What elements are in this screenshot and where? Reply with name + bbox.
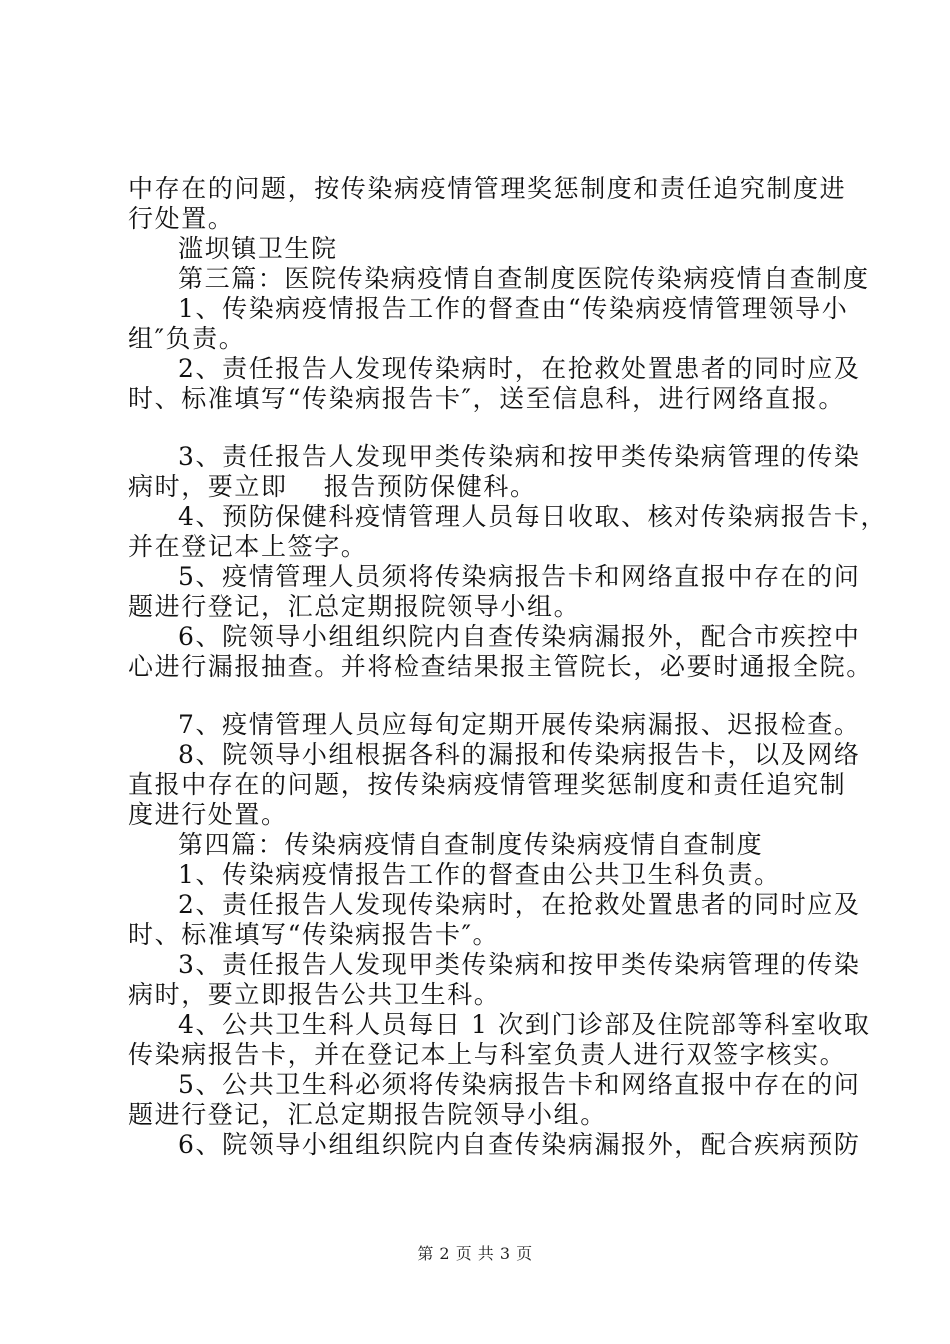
text-line: 1、传染病疫情报告工作的督查由“传染病疫情管理领导小 — [178, 294, 849, 323]
text-line: 7、疫情管理人员应每旬定期开展传染病漏报、迟报检查。 — [178, 710, 861, 739]
text-line: 4、预防保健科疫情管理人员每日收取、核对传染病报告卡， — [178, 502, 888, 531]
text-line: 6、院领导小组组织院内自查传染病漏报外，配合市疾控中 — [178, 622, 861, 651]
text-line: 题进行登记，汇总定期报院领导小组。 — [128, 592, 581, 621]
text-line: 题进行登记，汇总定期报告院领导小组。 — [128, 1100, 607, 1129]
text-line: 4、公共卫生科人员每日 1 次到门诊部及住院部等科室收取 — [178, 1010, 871, 1039]
paragraph-gap — [128, 682, 840, 710]
text-line: 病时，要立即报告公共卫生科。 — [128, 980, 501, 1009]
text-line: 8、院领导小组根据各科的漏报和传染病报告卡，以及网络 — [178, 740, 861, 769]
text-line: 直报中存在的问题，按传染病疫情管理奖惩制度和责任追究制 — [128, 770, 847, 799]
text-line: 传染病报告卡，并在登记本上与科室负责人进行双签字核实。 — [128, 1040, 847, 1069]
text-line: 时、标准填写“传染病报告卡″，送至信息科，进行网络直报。 — [128, 384, 845, 413]
section-heading-3: 第三篇：医院传染病疫情自查制度医院传染病疫情自查制度 — [178, 264, 870, 293]
document-body — [128, 174, 888, 1160]
text-line: 1、传染病疫情报告工作的督查由公共卫生科负责。 — [178, 860, 781, 889]
text-line: 6、院领导小组组织院内自查传染病漏报外，配合疾病预防 — [178, 1130, 861, 1159]
text-line: 3、责任报告人发现甲类传染病和按甲类传染病管理的传染 — [178, 442, 861, 471]
text-line: 3、责任报告人发现甲类传染病和按甲类传染病管理的传染 — [178, 950, 861, 979]
text-line: 2、责任报告人发现传染病时，在抢救处置患者的同时应及 — [178, 890, 861, 919]
signature-line: 滥坝镇卫生院 — [178, 234, 338, 263]
page-number-footer: 第 2 页 共 3 页 — [417, 1244, 533, 1263]
text-line: 中存在的问题，按传染病疫情管理奖惩制度和责任追究制度进 — [128, 174, 847, 203]
paragraph-gap — [128, 414, 840, 442]
section-heading-4: 第四篇：传染病疫情自查制度传染病疫情自查制度 — [178, 830, 764, 859]
text-line: 2、责任报告人发现传染病时，在抢救处置患者的同时应及 — [178, 354, 861, 383]
text-line: 5、公共卫生科必须将传染病报告卡和网络直报中存在的问 — [178, 1070, 861, 1099]
text-line: 组″负责。 — [128, 324, 246, 353]
text-line: 行处置。 — [128, 204, 235, 233]
text-line: 并在登记本上签字。 — [128, 532, 368, 561]
text-line: 度进行处置。 — [128, 800, 288, 829]
text-line: 时、标准填写“传染病报告卡″。 — [128, 920, 500, 949]
text-line: 病时，要立即 报告预防保健科。 — [128, 472, 537, 501]
text-line: 5、疫情管理人员须将传染病报告卡和网络直报中存在的问 — [178, 562, 861, 591]
text-line: 心进行漏报抽查。并将检查结果报主管院长，必要时通报全院。 — [128, 652, 873, 681]
